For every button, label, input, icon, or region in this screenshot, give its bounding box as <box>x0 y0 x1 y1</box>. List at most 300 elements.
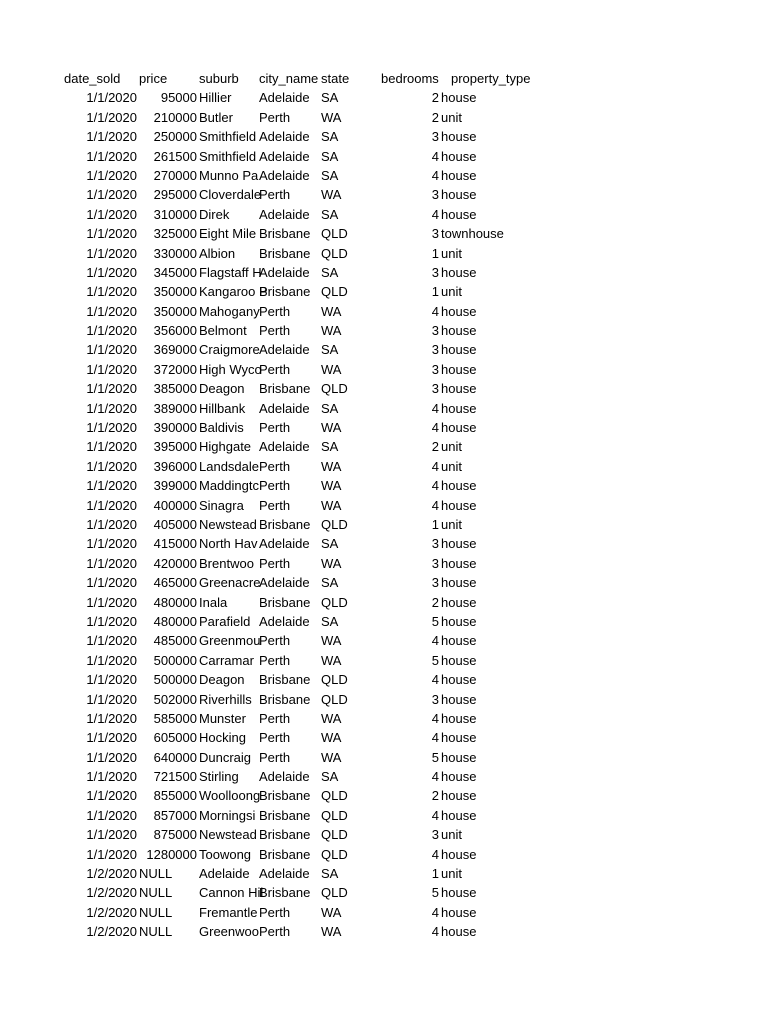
cell-state[interactable]: SA <box>321 769 339 785</box>
cell-price[interactable]: 250000 <box>153 129 197 145</box>
cell-suburb[interactable]: Smithfield <box>199 148 257 164</box>
cell-bedrooms[interactable]: 1 <box>431 245 439 261</box>
cell-suburb[interactable]: Inala <box>199 594 228 610</box>
cell-property-type[interactable]: house <box>441 206 477 222</box>
cell-bedrooms[interactable]: 2 <box>431 594 439 610</box>
cell-bedrooms[interactable]: 4 <box>431 672 439 688</box>
cell-bedrooms[interactable]: 3 <box>431 575 439 591</box>
cell-suburb[interactable]: Deagon <box>199 381 245 397</box>
cell-price[interactable]: 500000 <box>153 652 197 668</box>
cell-state[interactable]: SA <box>321 439 339 455</box>
cell-bedrooms[interactable]: 3 <box>431 323 439 339</box>
cell-price[interactable]: 389000 <box>153 400 197 416</box>
cell-date-sold[interactable]: 1/1/2020 <box>86 264 137 280</box>
cell-suburb[interactable]: Butler <box>199 109 233 125</box>
cell-date-sold[interactable]: 1/1/2020 <box>86 361 137 377</box>
cell-city-name[interactable]: Perth <box>259 323 291 339</box>
header-price[interactable]: price <box>139 71 168 86</box>
cell-state[interactable]: WA <box>321 904 342 920</box>
cell-bedrooms[interactable]: 4 <box>431 846 439 862</box>
cell-city-name[interactable]: Adelaide <box>259 90 310 106</box>
cell-property-type[interactable]: house <box>441 129 477 145</box>
cell-suburb[interactable]: Munno Pa <box>199 167 259 183</box>
cell-state[interactable]: SA <box>321 129 339 145</box>
cell-bedrooms[interactable]: 2 <box>431 439 439 455</box>
cell-state[interactable]: WA <box>321 361 342 377</box>
cell-price[interactable]: 875000 <box>153 827 197 843</box>
cell-suburb[interactable]: High Wyco <box>199 361 262 377</box>
cell-city-name[interactable]: Perth <box>259 109 291 125</box>
cell-date-sold[interactable]: 1/1/2020 <box>86 788 137 804</box>
cell-suburb[interactable]: Flagstaff H <box>199 264 262 280</box>
cell-bedrooms[interactable]: 3 <box>431 691 439 707</box>
cell-bedrooms[interactable]: 3 <box>431 827 439 843</box>
cell-state[interactable]: SA <box>321 613 339 629</box>
cell-date-sold[interactable]: 1/1/2020 <box>86 458 137 474</box>
cell-price[interactable]: 480000 <box>153 594 197 610</box>
cell-property-type[interactable]: house <box>441 497 477 513</box>
cell-price[interactable]: 485000 <box>153 633 197 649</box>
cell-property-type[interactable]: house <box>441 613 477 629</box>
cell-suburb[interactable]: Fremantle <box>199 904 258 920</box>
cell-state[interactable]: SA <box>321 206 339 222</box>
cell-property-type[interactable]: house <box>441 555 477 571</box>
cell-date-sold[interactable]: 1/1/2020 <box>86 129 137 145</box>
cell-suburb[interactable]: Baldivis <box>199 420 244 436</box>
cell-property-type[interactable]: unit <box>441 245 462 261</box>
cell-date-sold[interactable]: 1/1/2020 <box>86 497 137 513</box>
cell-suburb[interactable]: Maddingtc <box>199 478 259 494</box>
cell-date-sold[interactable]: 1/1/2020 <box>86 90 137 106</box>
cell-date-sold[interactable]: 1/1/2020 <box>86 245 137 261</box>
cell-property-type[interactable]: house <box>441 924 477 940</box>
cell-suburb[interactable]: Hillier <box>199 90 232 106</box>
cell-bedrooms[interactable]: 5 <box>431 652 439 668</box>
cell-suburb[interactable]: Greenmou <box>199 633 261 649</box>
cell-price[interactable]: 415000 <box>153 536 197 552</box>
cell-price[interactable]: 345000 <box>153 264 197 280</box>
cell-city-name[interactable]: Perth <box>259 420 291 436</box>
cell-bedrooms[interactable]: 5 <box>431 749 439 765</box>
cell-state[interactable]: WA <box>321 924 342 940</box>
cell-state[interactable]: WA <box>321 323 342 339</box>
cell-city-name[interactable]: Perth <box>259 924 291 940</box>
header-city-name[interactable]: city_name <box>259 71 319 86</box>
cell-bedrooms[interactable]: 5 <box>431 885 439 901</box>
header-bedrooms[interactable]: bedrooms <box>381 71 439 86</box>
cell-city-name[interactable]: Adelaide <box>259 129 310 145</box>
cell-bedrooms[interactable]: 4 <box>431 148 439 164</box>
cell-date-sold[interactable]: 1/1/2020 <box>86 400 137 416</box>
cell-state[interactable]: WA <box>321 710 342 726</box>
cell-property-type[interactable]: house <box>441 788 477 804</box>
cell-state[interactable]: QLD <box>321 226 348 242</box>
cell-bedrooms[interactable]: 3 <box>431 342 439 358</box>
cell-suburb[interactable]: Carramar <box>199 652 254 668</box>
cell-bedrooms[interactable]: 5 <box>431 613 439 629</box>
cell-date-sold[interactable]: 1/1/2020 <box>86 381 137 397</box>
cell-property-type[interactable]: unit <box>441 284 462 300</box>
cell-date-sold[interactable]: 1/1/2020 <box>86 439 137 455</box>
cell-suburb[interactable]: Woolloong <box>199 788 261 804</box>
cell-state[interactable]: QLD <box>321 885 348 901</box>
cell-suburb[interactable]: Craigmore <box>199 342 260 358</box>
cell-bedrooms[interactable]: 4 <box>431 167 439 183</box>
cell-bedrooms[interactable]: 1 <box>431 516 439 532</box>
cell-city-name[interactable]: Perth <box>259 730 291 746</box>
cell-bedrooms[interactable]: 3 <box>431 555 439 571</box>
cell-bedrooms[interactable]: 4 <box>431 730 439 746</box>
cell-state[interactable]: WA <box>321 478 342 494</box>
cell-state[interactable]: SA <box>321 342 339 358</box>
cell-price[interactable]: 857000 <box>153 807 197 823</box>
header-property-type[interactable]: property_type <box>451 71 531 86</box>
cell-price[interactable]: 640000 <box>153 749 197 765</box>
cell-price[interactable]: NULL <box>139 885 173 901</box>
cell-city-name[interactable]: Brisbane <box>259 827 311 843</box>
cell-property-type[interactable]: house <box>441 730 477 746</box>
cell-date-sold[interactable]: 1/1/2020 <box>86 769 137 785</box>
cell-city-name[interactable]: Brisbane <box>259 516 311 532</box>
cell-price[interactable]: 270000 <box>153 167 197 183</box>
cell-city-name[interactable]: Adelaide <box>259 439 310 455</box>
cell-price[interactable]: 210000 <box>153 109 197 125</box>
cell-price[interactable]: 399000 <box>153 478 197 494</box>
cell-state[interactable]: WA <box>321 187 342 203</box>
cell-city-name[interactable]: Brisbane <box>259 381 311 397</box>
cell-date-sold[interactable]: 1/1/2020 <box>86 206 137 222</box>
cell-state[interactable]: SA <box>321 575 339 591</box>
cell-date-sold[interactable]: 1/1/2020 <box>86 691 137 707</box>
cell-bedrooms[interactable]: 4 <box>431 400 439 416</box>
cell-suburb[interactable]: Parafield <box>199 613 251 629</box>
cell-date-sold[interactable]: 1/1/2020 <box>86 827 137 843</box>
cell-city-name[interactable]: Perth <box>259 652 291 668</box>
cell-suburb[interactable]: Brentwoo <box>199 555 254 571</box>
cell-state[interactable]: QLD <box>321 788 348 804</box>
cell-property-type[interactable]: house <box>441 769 477 785</box>
cell-date-sold[interactable]: 1/1/2020 <box>86 633 137 649</box>
cell-price[interactable]: 325000 <box>153 226 197 242</box>
cell-city-name[interactable]: Adelaide <box>259 148 310 164</box>
cell-price[interactable]: 400000 <box>153 497 197 513</box>
cell-property-type[interactable]: house <box>441 303 477 319</box>
cell-price[interactable]: 405000 <box>153 516 197 532</box>
cell-suburb[interactable]: Eight Mile <box>199 226 257 242</box>
cell-property-type[interactable]: house <box>441 652 477 668</box>
cell-bedrooms[interactable]: 4 <box>431 478 439 494</box>
cell-price[interactable]: 95000 <box>160 90 197 106</box>
cell-property-type[interactable]: house <box>441 846 477 862</box>
cell-property-type[interactable]: house <box>441 691 477 707</box>
cell-bedrooms[interactable]: 2 <box>431 90 439 106</box>
cell-price[interactable]: 330000 <box>153 245 197 261</box>
cell-suburb[interactable]: Hillbank <box>199 400 246 416</box>
cell-date-sold[interactable]: 1/1/2020 <box>86 284 137 300</box>
cell-city-name[interactable]: Adelaide <box>259 264 310 280</box>
cell-price[interactable]: 465000 <box>153 575 197 591</box>
cell-price[interactable]: 372000 <box>153 361 197 377</box>
cell-bedrooms[interactable]: 1 <box>431 866 439 882</box>
cell-suburb[interactable]: Duncraig <box>199 749 252 765</box>
cell-state[interactable]: WA <box>321 420 342 436</box>
cell-bedrooms[interactable]: 3 <box>431 129 439 145</box>
cell-city-name[interactable]: Brisbane <box>259 691 311 707</box>
cell-city-name[interactable]: Adelaide <box>259 613 310 629</box>
cell-property-type[interactable]: house <box>441 478 477 494</box>
cell-state[interactable]: QLD <box>321 516 348 532</box>
cell-city-name[interactable]: Brisbane <box>259 807 311 823</box>
cell-city-name[interactable]: Adelaide <box>259 866 310 882</box>
cell-state[interactable]: QLD <box>321 245 348 261</box>
cell-city-name[interactable]: Brisbane <box>259 245 311 261</box>
cell-state[interactable]: WA <box>321 497 342 513</box>
cell-property-type[interactable]: house <box>441 148 477 164</box>
cell-property-type[interactable]: house <box>441 749 477 765</box>
cell-state[interactable]: QLD <box>321 284 348 300</box>
cell-property-type[interactable]: unit <box>441 439 462 455</box>
cell-city-name[interactable]: Brisbane <box>259 284 311 300</box>
cell-price[interactable]: 721500 <box>153 769 197 785</box>
cell-date-sold[interactable]: 1/1/2020 <box>86 594 137 610</box>
cell-state[interactable]: QLD <box>321 846 348 862</box>
cell-price[interactable]: NULL <box>139 904 173 920</box>
cell-date-sold[interactable]: 1/1/2020 <box>86 672 137 688</box>
cell-price[interactable]: 390000 <box>153 420 197 436</box>
cell-bedrooms[interactable]: 1 <box>431 284 439 300</box>
cell-suburb[interactable]: Cloverdale <box>199 187 262 203</box>
cell-date-sold[interactable]: 1/1/2020 <box>86 420 137 436</box>
cell-city-name[interactable]: Perth <box>259 633 291 649</box>
cell-suburb[interactable]: North Hav <box>199 536 258 552</box>
cell-date-sold[interactable]: 1/2/2020 <box>86 866 137 882</box>
cell-state[interactable]: WA <box>321 652 342 668</box>
cell-price[interactable]: 350000 <box>153 284 197 300</box>
cell-city-name[interactable]: Adelaide <box>259 206 310 222</box>
cell-city-name[interactable]: Perth <box>259 361 291 377</box>
cell-property-type[interactable]: house <box>441 807 477 823</box>
cell-property-type[interactable]: house <box>441 381 477 397</box>
cell-property-type[interactable]: house <box>441 90 477 106</box>
cell-property-type[interactable]: house <box>441 342 477 358</box>
header-state[interactable]: state <box>321 71 350 86</box>
cell-date-sold[interactable]: 1/1/2020 <box>86 342 137 358</box>
cell-property-type[interactable]: unit <box>441 109 462 125</box>
cell-city-name[interactable]: Adelaide <box>259 575 310 591</box>
cell-city-name[interactable]: Brisbane <box>259 672 311 688</box>
cell-suburb[interactable]: Morningsi <box>199 807 256 823</box>
cell-bedrooms[interactable]: 4 <box>431 904 439 920</box>
cell-bedrooms[interactable]: 4 <box>431 420 439 436</box>
cell-suburb[interactable]: Kangaroo P <box>199 284 268 300</box>
cell-bedrooms[interactable]: 2 <box>431 788 439 804</box>
cell-city-name[interactable]: Adelaide <box>259 342 310 358</box>
cell-price[interactable]: 502000 <box>153 691 197 707</box>
cell-city-name[interactable]: Perth <box>259 749 291 765</box>
cell-property-type[interactable]: house <box>441 264 477 280</box>
cell-suburb[interactable]: Newstead <box>199 516 257 532</box>
cell-date-sold[interactable]: 1/1/2020 <box>86 652 137 668</box>
cell-city-name[interactable]: Perth <box>259 497 291 513</box>
cell-bedrooms[interactable]: 2 <box>431 109 439 125</box>
cell-property-type[interactable]: unit <box>441 516 462 532</box>
cell-date-sold[interactable]: 1/1/2020 <box>86 555 137 571</box>
cell-price[interactable]: 855000 <box>153 788 197 804</box>
cell-city-name[interactable]: Perth <box>259 478 291 494</box>
cell-date-sold[interactable]: 1/1/2020 <box>86 109 137 125</box>
cell-price[interactable]: 500000 <box>153 672 197 688</box>
cell-property-type[interactable]: house <box>441 187 477 203</box>
cell-city-name[interactable]: Brisbane <box>259 885 311 901</box>
cell-date-sold[interactable]: 1/2/2020 <box>86 924 137 940</box>
cell-state[interactable]: WA <box>321 730 342 746</box>
cell-state[interactable]: QLD <box>321 807 348 823</box>
cell-bedrooms[interactable]: 4 <box>431 303 439 319</box>
cell-bedrooms[interactable]: 4 <box>431 710 439 726</box>
cell-city-name[interactable]: Brisbane <box>259 846 311 862</box>
cell-price[interactable]: 480000 <box>153 613 197 629</box>
cell-bedrooms[interactable]: 4 <box>431 924 439 940</box>
cell-suburb[interactable]: Smithfield <box>199 129 257 145</box>
cell-property-type[interactable]: house <box>441 420 477 436</box>
cell-state[interactable]: WA <box>321 303 342 319</box>
cell-bedrooms[interactable]: 4 <box>431 633 439 649</box>
cell-city-name[interactable]: Perth <box>259 904 291 920</box>
cell-state[interactable]: SA <box>321 90 339 106</box>
cell-state[interactable]: SA <box>321 536 339 552</box>
cell-suburb[interactable]: Greenwoo <box>199 924 259 940</box>
cell-date-sold[interactable]: 1/1/2020 <box>86 148 137 164</box>
cell-city-name[interactable]: Perth <box>259 303 291 319</box>
cell-suburb[interactable]: Munster <box>199 710 246 726</box>
cell-suburb[interactable]: Hocking <box>199 730 246 746</box>
cell-date-sold[interactable]: 1/1/2020 <box>86 478 137 494</box>
cell-bedrooms[interactable]: 4 <box>431 497 439 513</box>
cell-date-sold[interactable]: 1/1/2020 <box>86 303 137 319</box>
cell-suburb[interactable]: Riverhills <box>199 691 252 707</box>
header-date-sold[interactable]: date_sold <box>64 71 121 86</box>
cell-date-sold[interactable]: 1/1/2020 <box>86 807 137 823</box>
cell-price[interactable]: 420000 <box>153 555 197 571</box>
cell-city-name[interactable]: Adelaide <box>259 400 310 416</box>
cell-price[interactable]: 356000 <box>153 323 197 339</box>
cell-date-sold[interactable]: 1/1/2020 <box>86 846 137 862</box>
cell-price[interactable]: 261500 <box>153 148 197 164</box>
cell-price[interactable]: 605000 <box>153 730 197 746</box>
cell-price[interactable]: 395000 <box>153 439 197 455</box>
cell-state[interactable]: SA <box>321 400 339 416</box>
cell-state[interactable]: WA <box>321 555 342 571</box>
header-suburb[interactable]: suburb <box>199 71 239 86</box>
cell-price[interactable]: 369000 <box>153 342 197 358</box>
cell-price[interactable]: 350000 <box>153 303 197 319</box>
cell-suburb[interactable]: Cannon Hil <box>199 885 264 901</box>
cell-suburb[interactable]: Landsdale <box>199 458 259 474</box>
cell-price[interactable]: NULL <box>139 924 173 940</box>
cell-property-type[interactable]: house <box>441 633 477 649</box>
cell-state[interactable]: QLD <box>321 827 348 843</box>
cell-bedrooms[interactable]: 3 <box>431 361 439 377</box>
cell-property-type[interactable]: house <box>441 885 477 901</box>
cell-price[interactable]: 396000 <box>153 458 197 474</box>
cell-property-type[interactable]: house <box>441 710 477 726</box>
cell-price[interactable]: NULL <box>139 866 173 882</box>
cell-city-name[interactable]: Perth <box>259 458 291 474</box>
cell-date-sold[interactable]: 1/1/2020 <box>86 536 137 552</box>
cell-state[interactable]: QLD <box>321 381 348 397</box>
cell-suburb[interactable]: Toowong <box>199 846 252 862</box>
cell-property-type[interactable]: house <box>441 672 477 688</box>
cell-property-type[interactable]: house <box>441 323 477 339</box>
cell-price[interactable]: 1280000 <box>146 846 197 862</box>
cell-suburb[interactable]: Mahogany <box>199 303 260 319</box>
cell-bedrooms[interactable]: 3 <box>431 226 439 242</box>
cell-state[interactable]: WA <box>321 749 342 765</box>
cell-date-sold[interactable]: 1/2/2020 <box>86 885 137 901</box>
cell-suburb[interactable]: Greenacre <box>199 575 261 591</box>
cell-property-type[interactable]: house <box>441 904 477 920</box>
cell-property-type[interactable]: townhouse <box>441 226 504 242</box>
cell-date-sold[interactable]: 1/1/2020 <box>86 167 137 183</box>
cell-city-name[interactable]: Adelaide <box>259 536 310 552</box>
cell-price[interactable]: 585000 <box>153 710 197 726</box>
cell-bedrooms[interactable]: 4 <box>431 206 439 222</box>
cell-bedrooms[interactable]: 3 <box>431 536 439 552</box>
cell-date-sold[interactable]: 1/1/2020 <box>86 749 137 765</box>
cell-city-name[interactable]: Adelaide <box>259 769 310 785</box>
cell-suburb[interactable]: Deagon <box>199 672 245 688</box>
cell-date-sold[interactable]: 1/1/2020 <box>86 516 137 532</box>
cell-date-sold[interactable]: 1/2/2020 <box>86 904 137 920</box>
cell-bedrooms[interactable]: 4 <box>431 458 439 474</box>
cell-bedrooms[interactable]: 4 <box>431 769 439 785</box>
cell-date-sold[interactable]: 1/1/2020 <box>86 730 137 746</box>
cell-city-name[interactable]: Brisbane <box>259 226 311 242</box>
cell-state[interactable]: SA <box>321 866 339 882</box>
cell-state[interactable]: QLD <box>321 672 348 688</box>
cell-suburb[interactable]: Belmont <box>199 323 247 339</box>
cell-property-type[interactable]: house <box>441 361 477 377</box>
cell-property-type[interactable]: house <box>441 536 477 552</box>
cell-state[interactable]: SA <box>321 167 339 183</box>
cell-price[interactable]: 310000 <box>153 206 197 222</box>
cell-suburb[interactable]: Direk <box>199 206 230 222</box>
cell-suburb[interactable]: Albion <box>199 245 236 261</box>
cell-suburb[interactable]: Highgate <box>199 439 252 455</box>
cell-city-name[interactable]: Adelaide <box>259 167 310 183</box>
cell-suburb[interactable]: Adelaide <box>199 866 250 882</box>
cell-state[interactable]: WA <box>321 458 342 474</box>
cell-date-sold[interactable]: 1/1/2020 <box>86 323 137 339</box>
cell-property-type[interactable]: house <box>441 400 477 416</box>
cell-bedrooms[interactable]: 4 <box>431 807 439 823</box>
cell-date-sold[interactable]: 1/1/2020 <box>86 710 137 726</box>
cell-state[interactable]: WA <box>321 633 342 649</box>
cell-price[interactable]: 385000 <box>153 381 197 397</box>
cell-bedrooms[interactable]: 3 <box>431 187 439 203</box>
cell-city-name[interactable]: Perth <box>259 187 291 203</box>
cell-date-sold[interactable]: 1/1/2020 <box>86 187 137 203</box>
cell-property-type[interactable]: house <box>441 594 477 610</box>
cell-bedrooms[interactable]: 3 <box>431 264 439 280</box>
cell-city-name[interactable]: Perth <box>259 710 291 726</box>
cell-date-sold[interactable]: 1/1/2020 <box>86 226 137 242</box>
cell-property-type[interactable]: unit <box>441 827 462 843</box>
cell-price[interactable]: 295000 <box>153 187 197 203</box>
cell-suburb[interactable]: Sinagra <box>199 497 244 513</box>
cell-state[interactable]: QLD <box>321 691 348 707</box>
cell-date-sold[interactable]: 1/1/2020 <box>86 575 137 591</box>
